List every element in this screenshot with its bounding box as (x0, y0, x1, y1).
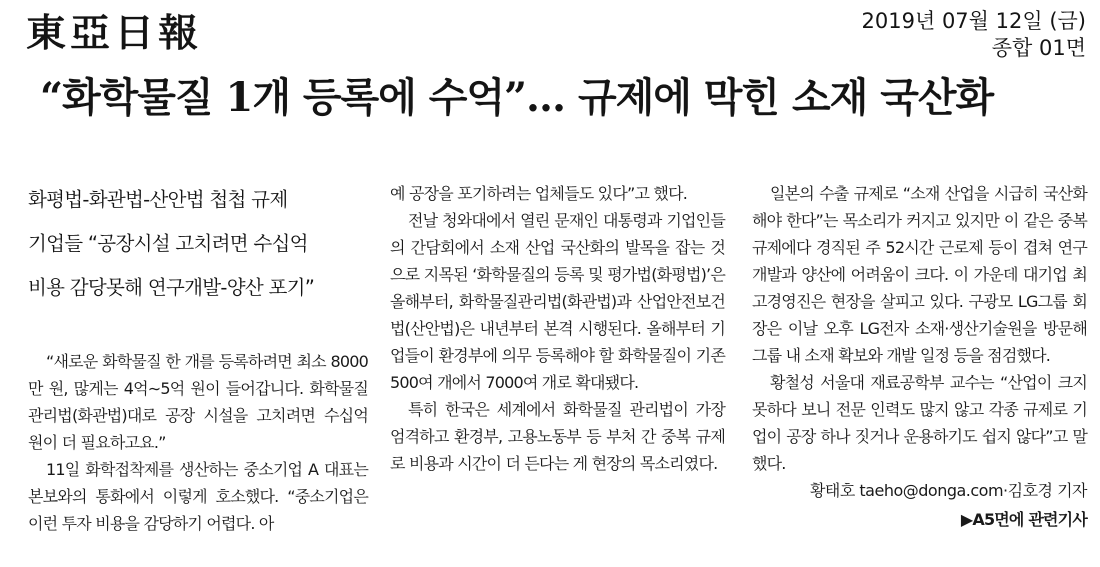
subhead-line: 비용 감당못해 연구개발-양산 포기” (28, 276, 315, 299)
headline: “화학물질 1개 등록에 수억”… 규제에 막힌 소재 국산화 (40, 74, 994, 121)
byline: 황태호 taeho@donga.com·김호경 기자 (809, 481, 1087, 500)
paragraph: 일본의 수출 규제로 “소재 산업을 시급히 국산화해야 한다”는 목소리가 커지고 있지만 이 같은 중복 규제에다 경직된 주 52시간 근로제 등이 겹쳐 연구개발과 양산에 어려움이 크다. 이 가운데 대기업 최고경영진은 현장을 살피고 있다. 구광모 LG그룹 회장은 이날 오후 LG전자 소재·생산기술원을 방문해 그룹 내 소재 확보와 개발 일정 등을 점검했다. (752, 184, 1087, 365)
related-article-link: ▶A5면에 관련기사 (960, 510, 1087, 529)
subhead-line: 기업들 “공장시설 고치려면 수십억 (28, 232, 308, 255)
article-column-3 (752, 180, 1087, 533)
publication-date: 2019년 07월 12일 (금) (861, 9, 1086, 33)
paragraph: “새로운 화학물질 한 개를 등록하려면 최소 8000만 원, 많게는 4억∼5억 원이 들어갑니다. 화학물질관리법(화관법)대로 공장 시설을 고치려면 수십억 원이 더 필요하고요.” (28, 352, 368, 452)
paragraph: 황철성 서울대 재료공학부 교수는 “산업이 크지 못하다 보니 전문 인력도 많지 않고 각종 규제로 기업이 공장 하나 짓거나 운용하기도 쉽지 않다”고 말했다. (752, 373, 1087, 473)
subheadline (28, 178, 378, 310)
subhead-line: 화평법-화관법-산안법 첩첩 규제 (28, 188, 288, 211)
masthead-logo: 東亞日報 (26, 10, 203, 55)
paragraph: 전날 청와대에서 열린 문재인 대통령과 기업인들의 간담회에서 소재 산업 국산화의 발목을 잡는 것으로 지목된 ‘화학물질의 등록 및 평가법(화평법)’은 올해부터, 화학물질관리법(화관법)과 산업안전보건법(산안법)은 내년부터 본격 시행된다. 올해부터 기업들이 환경부에 의무 등록해야 할 화학물질이 기존 500여 개에서 7000여 개로 확대됐다. (390, 211, 725, 392)
article-column-1 (28, 348, 368, 537)
paragraph: 11일 화학접착제를 생산하는 중소기업 A 대표는 본보와의 통화에서 이렇게 호소했다. “중소기업은 이런 투자 비용을 감당하기 어렵다. 아 (28, 460, 368, 533)
article-column-2 (390, 180, 725, 477)
paragraph-continued: 예 공장을 포기하려는 업체들도 있다”고 했다. (390, 184, 688, 203)
paragraph: 특히 한국은 세계에서 화학물질 관리법이 가장 엄격하고 환경부, 고용노동부 등 부처 간 중복 규제로 비용과 시간이 더 든다는 게 현장의 목소리였다. (390, 400, 725, 473)
dateline (862, 8, 1086, 62)
page-number: 종합 01면 (991, 36, 1086, 60)
